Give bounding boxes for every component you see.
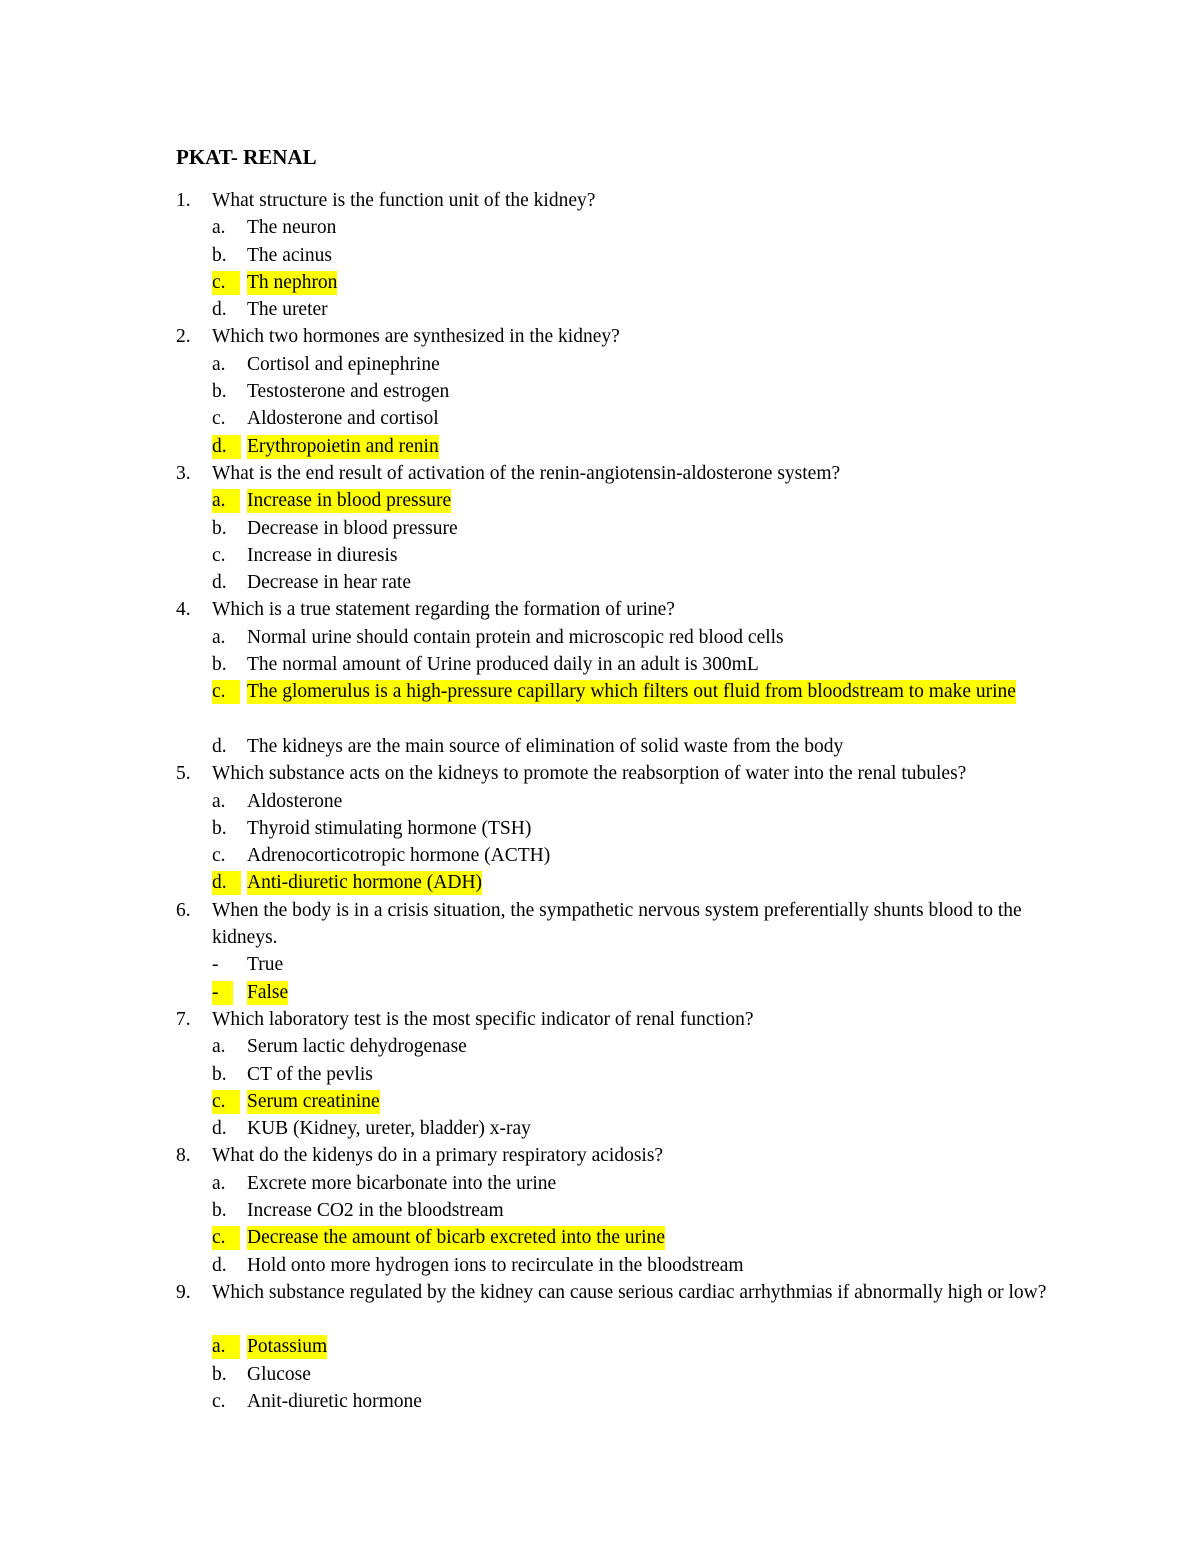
option-text: Erythropoietin and renin [247, 435, 439, 457]
option-text: Aldosterone and cortisol [247, 408, 439, 430]
answer-option-correct [0, 869, 1200, 896]
option-letter [212, 1388, 226, 1415]
option-letter-label: c. [212, 271, 240, 295]
option-letter [212, 542, 226, 569]
option-text-wrap [247, 733, 1037, 760]
option-text-wrap [247, 1252, 1037, 1279]
option-letter-label: d. [212, 1254, 227, 1276]
option-text: Aldosterone [247, 790, 343, 812]
option-letter-label: a. [212, 626, 226, 648]
option-text: The neuron [247, 217, 337, 239]
option-text-wrap [247, 869, 1037, 896]
option-text-wrap [247, 542, 1037, 569]
option-letter [212, 1061, 227, 1088]
question-item [0, 460, 1200, 487]
option-letter-label: d. [212, 735, 227, 757]
question-text: What is the end result of activation of the renin-angiotensin-aldosterone system? [212, 462, 841, 484]
answer-option-correct [0, 433, 1200, 460]
question-text: Which substance acts on the kidneys to promote the reabsorption of water into the renal tubules? [212, 763, 967, 785]
option-letter [212, 569, 227, 596]
option-text-wrap [247, 487, 1037, 514]
answer-option [0, 788, 1200, 815]
question-number: 2. [176, 326, 191, 348]
option-letter [212, 842, 226, 869]
option-text: False [247, 981, 289, 1003]
option-text-wrap [247, 1033, 1037, 1060]
option-text: Anit-diuretic hormone [247, 1391, 422, 1413]
option-letter [212, 487, 240, 514]
option-text: Glucose [247, 1363, 311, 1385]
question-text: Which is a true statement regarding the formation of urine? [212, 599, 675, 621]
question-text: Which laboratory test is the most specific indicator of renal function? [212, 1008, 754, 1030]
question-number: 8. [176, 1145, 191, 1167]
answer-option [0, 378, 1200, 405]
option-text-wrap [247, 1361, 1037, 1388]
option-letter-label: c. [212, 1391, 226, 1413]
answer-option [0, 624, 1200, 651]
question-text: What structure is the function unit of the kidney? [212, 190, 596, 211]
option-letter-label: b. [212, 1063, 227, 1085]
option-letter-label: b. [212, 517, 227, 539]
answer-option-correct [0, 487, 1200, 514]
answer-option [0, 351, 1200, 378]
option-letter [212, 1115, 227, 1142]
option-letter [212, 269, 240, 296]
option-letter-label: b. [212, 244, 227, 266]
option-letter-label: b. [212, 1363, 227, 1385]
option-letter [212, 979, 233, 1006]
option-text: Hold onto more hydrogen ions to recirculate in the bloodstream [247, 1254, 744, 1276]
answer-option [0, 542, 1200, 569]
option-text-wrap [247, 1115, 1037, 1142]
option-letter [212, 788, 226, 815]
option-letter [212, 1333, 240, 1360]
option-text: Testosterone and estrogen [247, 381, 450, 403]
option-text-wrap [247, 378, 1037, 405]
answer-option-correct [0, 269, 1200, 296]
answer-option [0, 242, 1200, 269]
option-letter-label: d. [212, 871, 241, 895]
option-letter [212, 1170, 226, 1197]
option-text: Th nephron [247, 271, 338, 293]
option-letter-label: b. [212, 381, 227, 403]
answer-option [0, 815, 1200, 842]
option-letter [212, 1088, 240, 1115]
option-text: Decrease in hear rate [247, 572, 412, 594]
answer-option [0, 1361, 1200, 1388]
option-text-wrap [247, 979, 1037, 1006]
option-text: KUB (Kidney, ureter, bladder) x-ray [247, 1118, 531, 1140]
option-text-wrap [247, 951, 1037, 978]
option-letter-label: c. [212, 1226, 240, 1250]
answer-option-correct [0, 1088, 1200, 1115]
answer-option [0, 515, 1200, 542]
option-text-wrap [247, 242, 1037, 269]
option-letter-label: a. [212, 1036, 226, 1058]
option-text-wrap [247, 296, 1037, 323]
option-text: The normal amount of Urine produced daily in an adult is 300mL [247, 654, 759, 676]
option-text: Increase CO2 in the bloodstream [247, 1199, 504, 1221]
answer-option-correct [0, 1333, 1200, 1360]
answer-option [0, 1252, 1200, 1279]
option-letter [212, 433, 241, 460]
option-text: Adrenocorticotropic hormone (ACTH) [247, 845, 551, 867]
option-text-wrap [247, 842, 1037, 869]
option-text-wrap [247, 1088, 1037, 1115]
option-text-wrap [247, 214, 1037, 241]
question-item [0, 897, 1200, 952]
option-letter [212, 815, 227, 842]
option-text: Excrete more bicarbonate into the urine [247, 1172, 557, 1194]
question-number: 3. [176, 462, 191, 484]
option-text: Decrease the amount of bicarb excreted into the urine [247, 1227, 665, 1249]
option-letter [212, 515, 227, 542]
question-item [0, 1142, 1200, 1169]
answer-option [0, 1061, 1200, 1088]
answer-option-correct [0, 1224, 1200, 1251]
option-letter-label: c. [212, 680, 240, 704]
question-text: What do the kidenys do in a primary respiratory acidosis? [212, 1145, 664, 1167]
answer-option [0, 296, 1200, 323]
option-letter [212, 678, 240, 705]
option-text-wrap [247, 405, 1037, 432]
option-text-wrap [247, 1224, 1037, 1251]
option-letter [212, 1197, 227, 1224]
answer-option [0, 1197, 1200, 1224]
question-item [0, 1279, 1200, 1334]
option-text: The acinus [247, 244, 333, 266]
option-letter [212, 869, 241, 896]
option-letter-label: d. [212, 1118, 227, 1140]
option-letter-label: - [212, 954, 219, 976]
answer-option [0, 1115, 1200, 1142]
option-letter-label: b. [212, 817, 227, 839]
answer-option [0, 651, 1200, 678]
option-text: Serum lactic dehydrogenase [247, 1036, 467, 1058]
option-letter-label: a. [212, 217, 226, 239]
option-letter-label: c. [212, 845, 226, 867]
option-text-wrap [247, 678, 1037, 705]
question-number: 4. [176, 599, 191, 621]
option-text-wrap [247, 624, 1037, 651]
option-letter [212, 1033, 226, 1060]
option-text-wrap [247, 1197, 1037, 1224]
answer-option [0, 214, 1200, 241]
option-text-wrap [247, 433, 1037, 460]
option-letter [212, 1361, 227, 1388]
question-item [0, 760, 1200, 787]
option-letter [212, 242, 227, 269]
option-letter [212, 1252, 227, 1279]
option-text: True [247, 954, 284, 976]
answer-option [0, 733, 1200, 760]
option-text-wrap [247, 1388, 1037, 1415]
question-number: 1. [176, 190, 191, 211]
option-letter [212, 405, 226, 432]
option-text-wrap [247, 651, 1037, 678]
answer-option [0, 1170, 1200, 1197]
option-text: Increase in blood pressure [247, 490, 452, 512]
question-item [0, 187, 1200, 214]
option-letter [212, 378, 227, 405]
option-letter-label: a. [212, 489, 240, 513]
question-item [0, 596, 1200, 623]
answer-option [0, 405, 1200, 432]
option-text-wrap [247, 569, 1037, 596]
option-text: Serum creatinine [247, 1090, 380, 1112]
option-letter-label: a. [212, 353, 226, 375]
option-letter-label: c. [212, 408, 226, 430]
option-text: Potassium [247, 1336, 328, 1358]
option-letter [212, 1224, 240, 1251]
option-letter-label: d. [212, 299, 227, 321]
option-text-wrap [247, 788, 1037, 815]
option-letter [212, 624, 226, 651]
answer-option-correct [0, 979, 1200, 1006]
answer-option-correct [0, 678, 1200, 733]
option-text: Thyroid stimulating hormone (TSH) [247, 817, 532, 839]
option-letter [212, 651, 227, 678]
question-number: 7. [176, 1008, 191, 1030]
option-text: The glomerulus is a high-pressure capillary which filters out fluid from bloodstream to make urine [247, 681, 1016, 703]
option-text: Increase in diuresis [247, 544, 398, 566]
answer-option [0, 842, 1200, 869]
option-letter [212, 951, 219, 978]
option-text-wrap [247, 515, 1037, 542]
answer-option [0, 951, 1200, 978]
option-letter [212, 214, 226, 241]
question-text: Which substance regulated by the kidney can cause serious cardiac arrhythmias if abnormally high or low? [212, 1281, 1047, 1303]
question-number: 6. [176, 899, 191, 921]
option-letter-label: d. [212, 572, 227, 594]
answer-option [0, 569, 1200, 596]
option-text: Decrease in blood pressure [247, 517, 458, 539]
option-letter [212, 296, 227, 323]
option-letter-label: a. [212, 1172, 226, 1194]
option-letter-label: c. [212, 544, 226, 566]
page-title: PKAT- RENAL [176, 145, 317, 169]
option-letter-label: d. [212, 435, 241, 459]
option-letter [212, 351, 226, 378]
option-text: The kidneys are the main source of elimination of solid waste from the body [247, 735, 844, 757]
option-letter-label: a. [212, 1335, 240, 1359]
question-text: Which two hormones are synthesized in the kidney? [212, 326, 620, 348]
question-item [0, 1006, 1200, 1033]
option-text: Anti-diuretic hormone (ADH) [247, 872, 483, 894]
option-text-wrap [247, 269, 1037, 296]
option-letter [212, 733, 227, 760]
answer-option [0, 1388, 1200, 1415]
question-number: 9. [176, 1281, 191, 1303]
question-number: 5. [176, 763, 191, 785]
option-text: CT of the pevlis [247, 1063, 373, 1085]
question-list [0, 187, 1200, 1415]
option-letter-label: b. [212, 654, 227, 676]
question-item [0, 323, 1200, 350]
option-text: Cortisol and epinephrine [247, 353, 440, 375]
option-text-wrap [247, 815, 1037, 842]
option-letter-label: a. [212, 790, 226, 812]
option-letter-label: c. [212, 1090, 240, 1114]
question-text: When the body is in a crisis situation, the sympathetic nervous system preferentially shunts blood to the kidneys. [212, 899, 1022, 949]
answer-option [0, 1033, 1200, 1060]
option-text-wrap [247, 351, 1037, 378]
option-text: The ureter [247, 299, 328, 321]
option-letter-label: b. [212, 1199, 227, 1221]
option-text: Normal urine should contain protein and microscopic red blood cells [247, 626, 784, 648]
option-text-wrap [247, 1170, 1037, 1197]
option-text-wrap [247, 1333, 1037, 1360]
option-text-wrap [247, 1061, 1037, 1088]
option-letter-label: - [212, 981, 233, 1005]
